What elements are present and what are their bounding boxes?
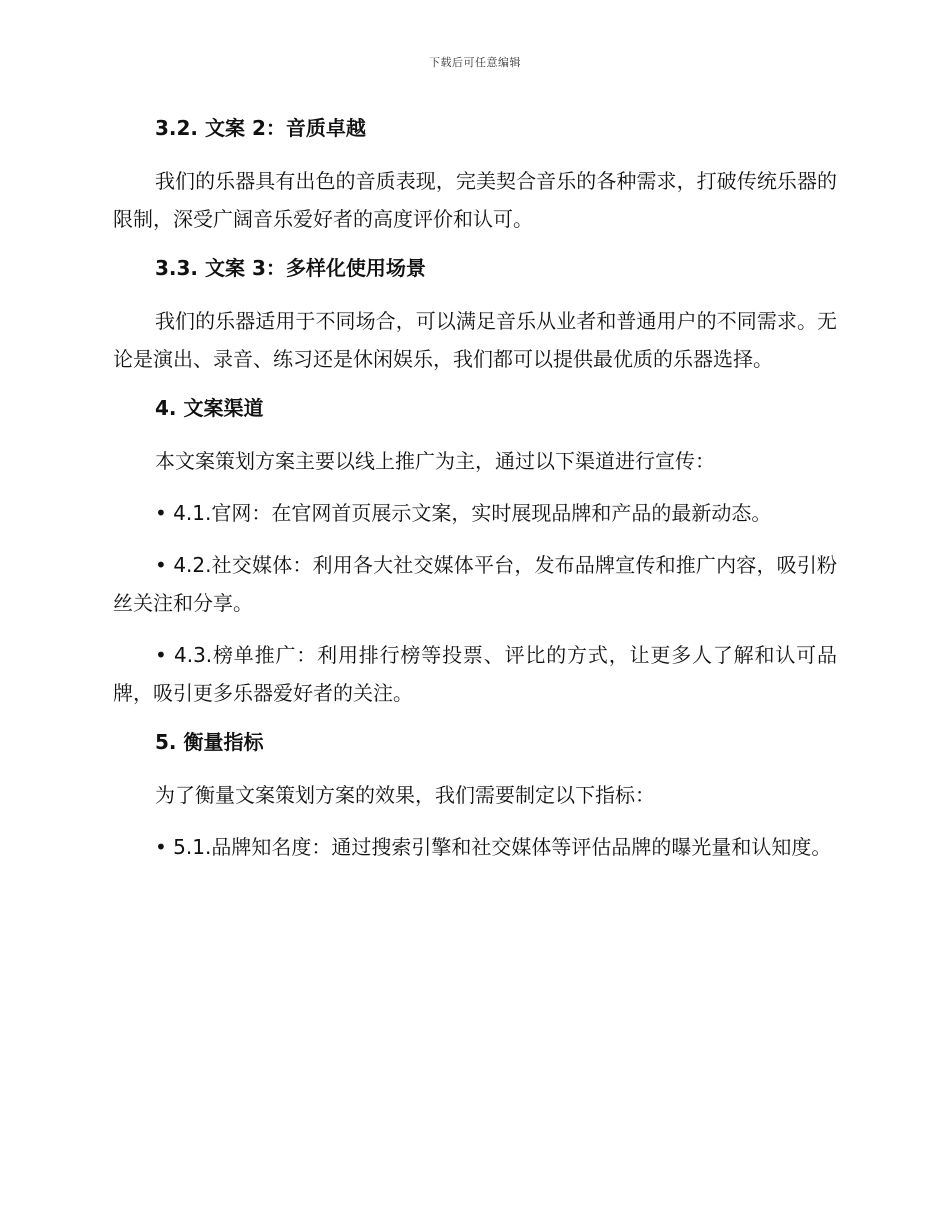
list-item-4-1: • 4.1.官网：在官网首页展示文案，实时展现品牌和产品的最新动态。 [155, 501, 772, 525]
list-item-4-2: • 4.2.社交媒体：利用各大社交媒体平台，发布品牌宣传和推广内容，吸引粉丝关注和分享。 [113, 553, 837, 615]
list-item-4-3: • 4.3.榜单推广：利用排行榜等投票、评比的方式，让更多人了解和认可品牌，吸引更多乐器爱好者的关注。 [113, 643, 837, 705]
section-heading-3-2: 3.2. 文案 2：音质卓越 [155, 116, 366, 140]
section-heading-4: 4. 文案渠道 [155, 396, 264, 420]
section-body-3-3: 我们的乐器适用于不同场合，可以满足音乐从业者和普通用户的不同需求。无论是演出、录音、练习还是休闲娱乐，我们都可以提供最优质的乐器选择。 [113, 309, 837, 371]
section-heading-3-3: 3.3. 文案 3：多样化使用场景 [155, 256, 426, 280]
section-body-3-2: 我们的乐器具有出色的音质表现，完美契合音乐的各种需求，打破传统乐器的限制，深受广阔音乐爱好者的高度评价和认可。 [113, 169, 837, 231]
section-intro-5: 为了衡量文案策划方案的效果，我们需要制定以下指标： [155, 783, 655, 807]
list-item-5-1: • 5.1.品牌知名度：通过搜索引擎和社交媒体等评估品牌的曝光量和认知度。 [155, 835, 832, 859]
document-body [113, 112, 837, 880]
header-note: 下载后可任意编辑 [429, 56, 521, 69]
section-intro-4: 本文案策划方案主要以线上推广为主，通过以下渠道进行宣传： [155, 449, 715, 473]
section-heading-5: 5. 衡量指标 [155, 730, 264, 754]
